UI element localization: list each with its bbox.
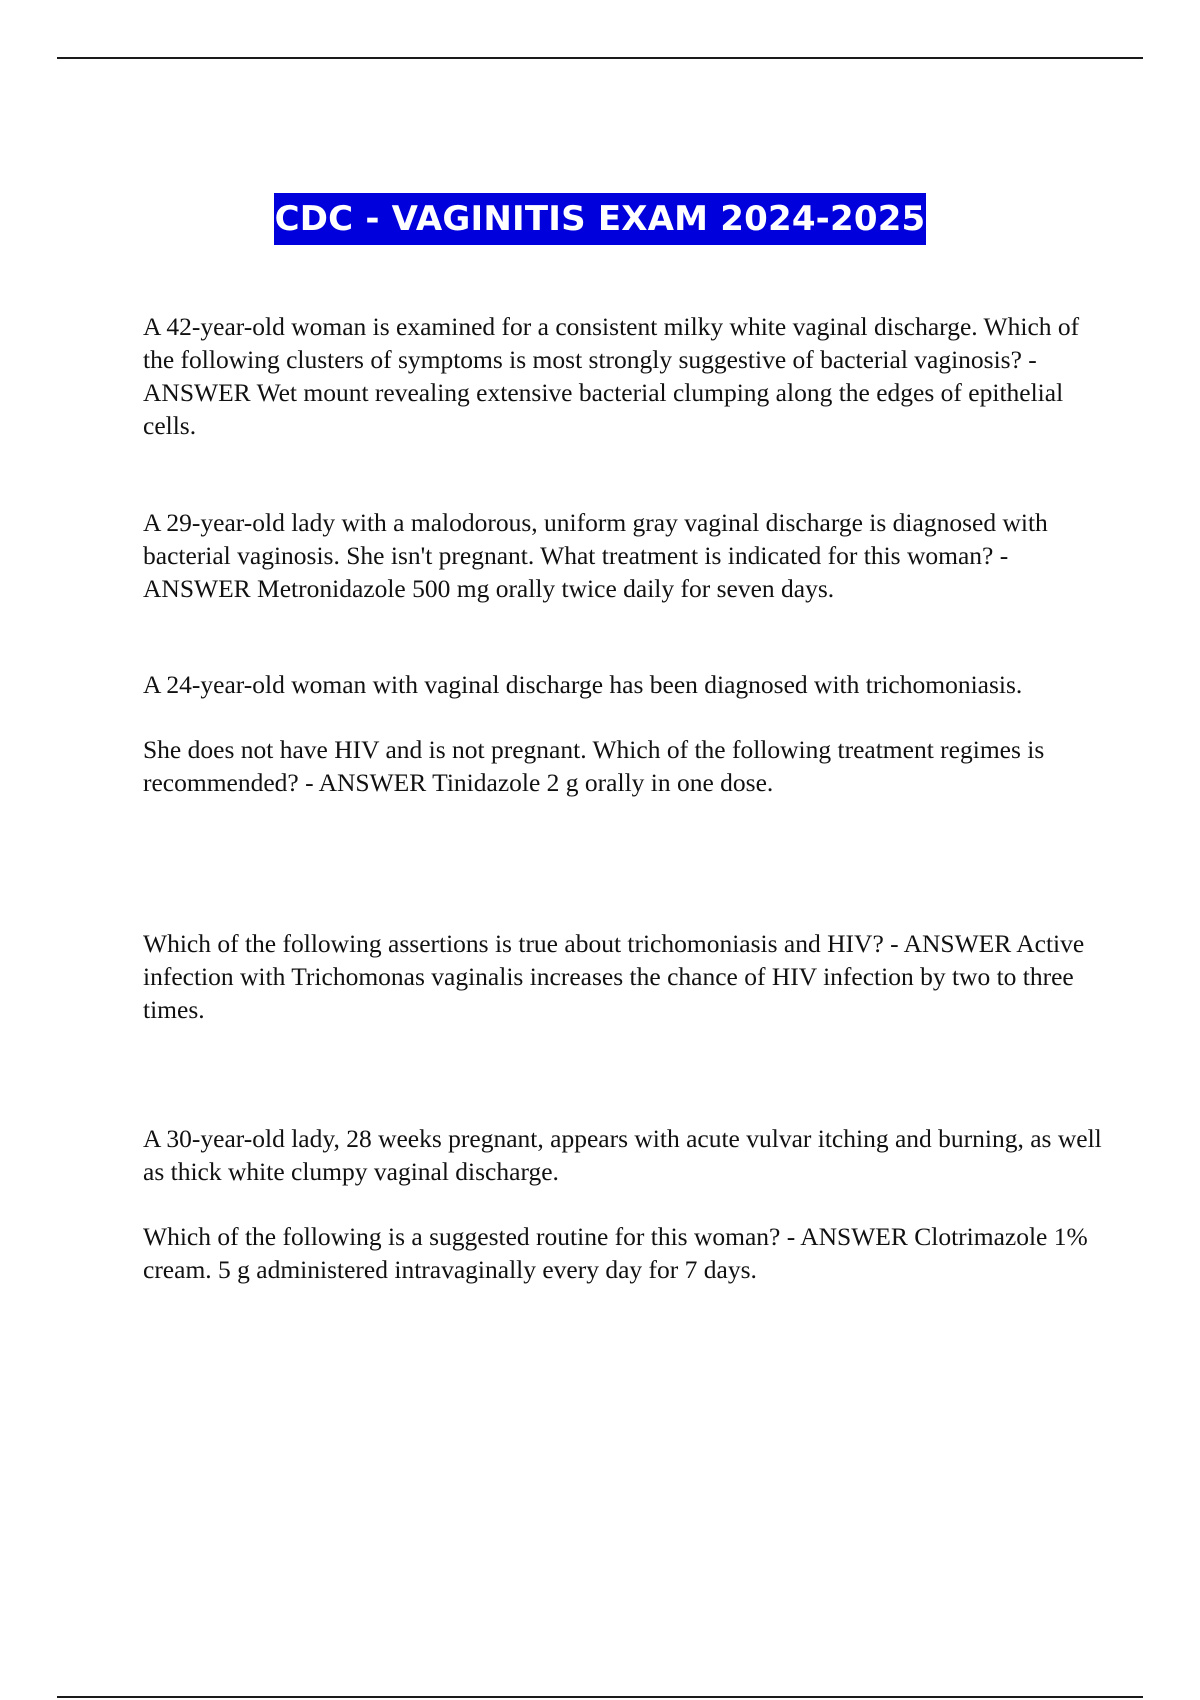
question-paragraph: A 29-year-old lady with a malodorous, uniform gray vaginal discharge is diagnosed with bacterial vaginosis. She isn't pregnant. What treatment is indicated for this woman? - ANSWER Metronidazole 500 mg orally twice daily for seven days. — [143, 508, 1048, 603]
question-paragraph: Which of the following assertions is true about trichomoniasis and HIV? - ANSWER Active infection with Trichomonas vaginalis increases the chance of HIV infection by two to three times. — [143, 929, 1085, 1024]
question-paragraph: A 24-year-old woman with vaginal discharge has been diagnosed with trichomoniasis. — [143, 670, 1023, 699]
question-block-2 — [143, 506, 1103, 605]
question-block-5 — [143, 1122, 1103, 1286]
title-container — [0, 193, 1200, 245]
question-paragraph: Which of the following is a suggested routine for this woman? - ANSWER Clotrimazole 1% cream. 5 g administered intravaginally every day for 7 days. — [143, 1222, 1088, 1284]
top-divider — [57, 57, 1143, 59]
bottom-divider — [57, 1696, 1143, 1698]
question-paragraph: A 42-year-old woman is examined for a consistent milky white vaginal discharge. Which of the following clusters of symptoms is most strongly suggestive of bacterial vaginosis? - ANSWER Wet mount revealing extensive bacterial clumping along the edges of epithelial cells. — [143, 312, 1080, 440]
question-block-3 — [143, 668, 1103, 799]
question-paragraph: She does not have HIV and is not pregnant. Which of the following treatment regimes is recommended? - ANSWER Tinidazole 2 g orally in one dose. — [143, 735, 1045, 797]
question-block-1 — [143, 310, 1103, 442]
question-paragraph: A 30-year-old lady, 28 weeks pregnant, appears with acute vulvar itching and burning, as well as thick white clumpy vaginal discharge. — [143, 1124, 1102, 1186]
document-title: CDC - VAGINITIS EXAM 2024-2025 — [274, 193, 927, 245]
question-block-4 — [143, 927, 1103, 1026]
